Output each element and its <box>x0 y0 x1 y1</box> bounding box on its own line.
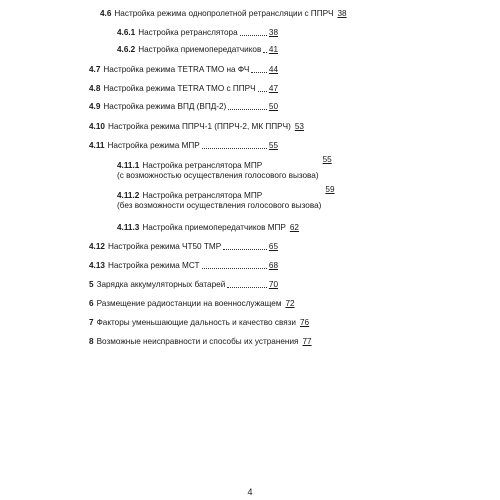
toc-title: Настройка режима TETRA TMO на ФЧ <box>103 65 250 74</box>
toc-title: Настройка ретранслятора МПР <box>142 191 263 200</box>
toc-title: Настройка режима ППРЧ-1 (ППРЧ-2, МК ППРЧ) <box>107 122 291 131</box>
toc-number: 4.7 <box>89 65 101 74</box>
toc-page: 55 <box>268 141 278 150</box>
toc-entry-8[interactable] <box>89 333 312 347</box>
leader-dots <box>228 108 267 110</box>
toc-title: Настройка режима ВПД (ВПД-2) <box>103 102 227 111</box>
toc-page: 72 <box>285 299 295 308</box>
toc-entry-7[interactable] <box>89 314 310 328</box>
toc-number: 5 <box>89 280 94 289</box>
toc-page: 38 <box>268 28 278 37</box>
toc-title: Настройка ретранслятора МПР <box>142 161 263 170</box>
toc-page: 44 <box>268 65 278 74</box>
toc-title: Возможные неисправности и способы их устранения <box>96 337 299 346</box>
toc-title: Настройка режима МСТ <box>107 261 200 270</box>
toc-entry-4-11-1[interactable] <box>117 155 332 181</box>
toc-number: 4.11.3 <box>117 223 140 232</box>
toc-page: 65 <box>268 242 278 251</box>
toc-page: 41 <box>268 45 278 54</box>
toc-page: 62 <box>289 223 299 232</box>
toc-page: 68 <box>268 261 278 270</box>
toc-entry-4-6[interactable] <box>100 5 347 19</box>
toc-page: 47 <box>268 84 278 93</box>
leader-dots <box>202 147 267 149</box>
toc-number: 8 <box>89 337 94 346</box>
leader-dots <box>223 248 267 250</box>
toc-title: Настройка режима МПР <box>107 141 200 150</box>
toc-entry-4-13[interactable] <box>89 257 278 271</box>
leader-dots <box>251 71 267 73</box>
toc-number: 4.6.2 <box>117 45 136 54</box>
toc-title: Настройка режима TETRA TMO с ППРЧ <box>103 84 256 93</box>
leader-dots <box>227 286 267 288</box>
toc-page: 53 <box>294 122 304 131</box>
toc-number: 4.12 <box>89 242 105 251</box>
toc-title: Зарядка аккумуляторных батарей <box>96 280 226 289</box>
toc-number: 4.6.1 <box>117 28 136 37</box>
toc-number: 4.10 <box>89 122 105 131</box>
toc-number: 7 <box>89 318 94 327</box>
toc-number: 4.11 <box>89 141 105 150</box>
toc-page: 77 <box>302 337 312 346</box>
toc-title: Факторы уменьшающие дальность и качество связи <box>96 318 296 327</box>
toc-number: 4.13 <box>89 261 105 270</box>
toc-title: Настройка приемопередатчиков <box>138 45 262 54</box>
toc-title-continuation: (без возможности осуществления голосового вызова) <box>117 201 322 210</box>
toc-number: 4.8 <box>89 84 101 93</box>
toc-entry-4-10[interactable] <box>89 118 304 132</box>
leader-dots <box>258 90 267 92</box>
toc-page: 76 <box>300 318 310 327</box>
toc-number: 4.6 <box>100 9 112 18</box>
toc-number: 6 <box>89 299 94 308</box>
toc-entry-4-11[interactable] <box>89 137 278 151</box>
toc-entry-4-8[interactable] <box>89 80 278 94</box>
toc-title: Настройка ретранслятора <box>138 28 238 37</box>
toc-number: 4.9 <box>89 102 101 111</box>
toc-page: 50 <box>268 102 278 111</box>
toc-entry-4-7[interactable] <box>89 61 278 75</box>
toc-title: Размещение радиостанции на военнослужащем <box>96 299 282 308</box>
toc-entry-5[interactable] <box>89 276 278 290</box>
toc-entry-4-12[interactable] <box>89 238 278 252</box>
toc-title: Настройка приемопередатчиков МПР <box>142 223 286 232</box>
toc-entry-4-6-1[interactable] <box>117 24 278 38</box>
toc-title-continuation: (с возможностью осуществления голосового вызова) <box>117 171 319 180</box>
toc-page: 59 <box>325 185 335 194</box>
toc-page: 70 <box>268 280 278 289</box>
leader-dots <box>240 34 267 36</box>
toc-entry-4-9[interactable] <box>89 98 278 112</box>
toc-title: Настройка режима ЧТ50 ТМР <box>107 242 222 251</box>
toc-number: 4.11.2 <box>117 191 140 200</box>
toc-entry-4-11-2[interactable] <box>117 185 335 211</box>
toc-number: 4.11.1 <box>117 161 140 170</box>
leader-dots <box>263 51 267 53</box>
toc-page: 55 <box>322 155 332 164</box>
toc-page: 38 <box>337 9 347 18</box>
toc-entry-6[interactable] <box>89 295 295 309</box>
toc-entry-4-11-3[interactable] <box>117 219 299 233</box>
toc-entry-4-6-2[interactable] <box>117 41 278 55</box>
toc-title: Настройка режима однопролетной ретрансляции с ППРЧ <box>114 9 334 18</box>
leader-dots <box>202 267 267 269</box>
page-number: 4 <box>247 487 253 497</box>
